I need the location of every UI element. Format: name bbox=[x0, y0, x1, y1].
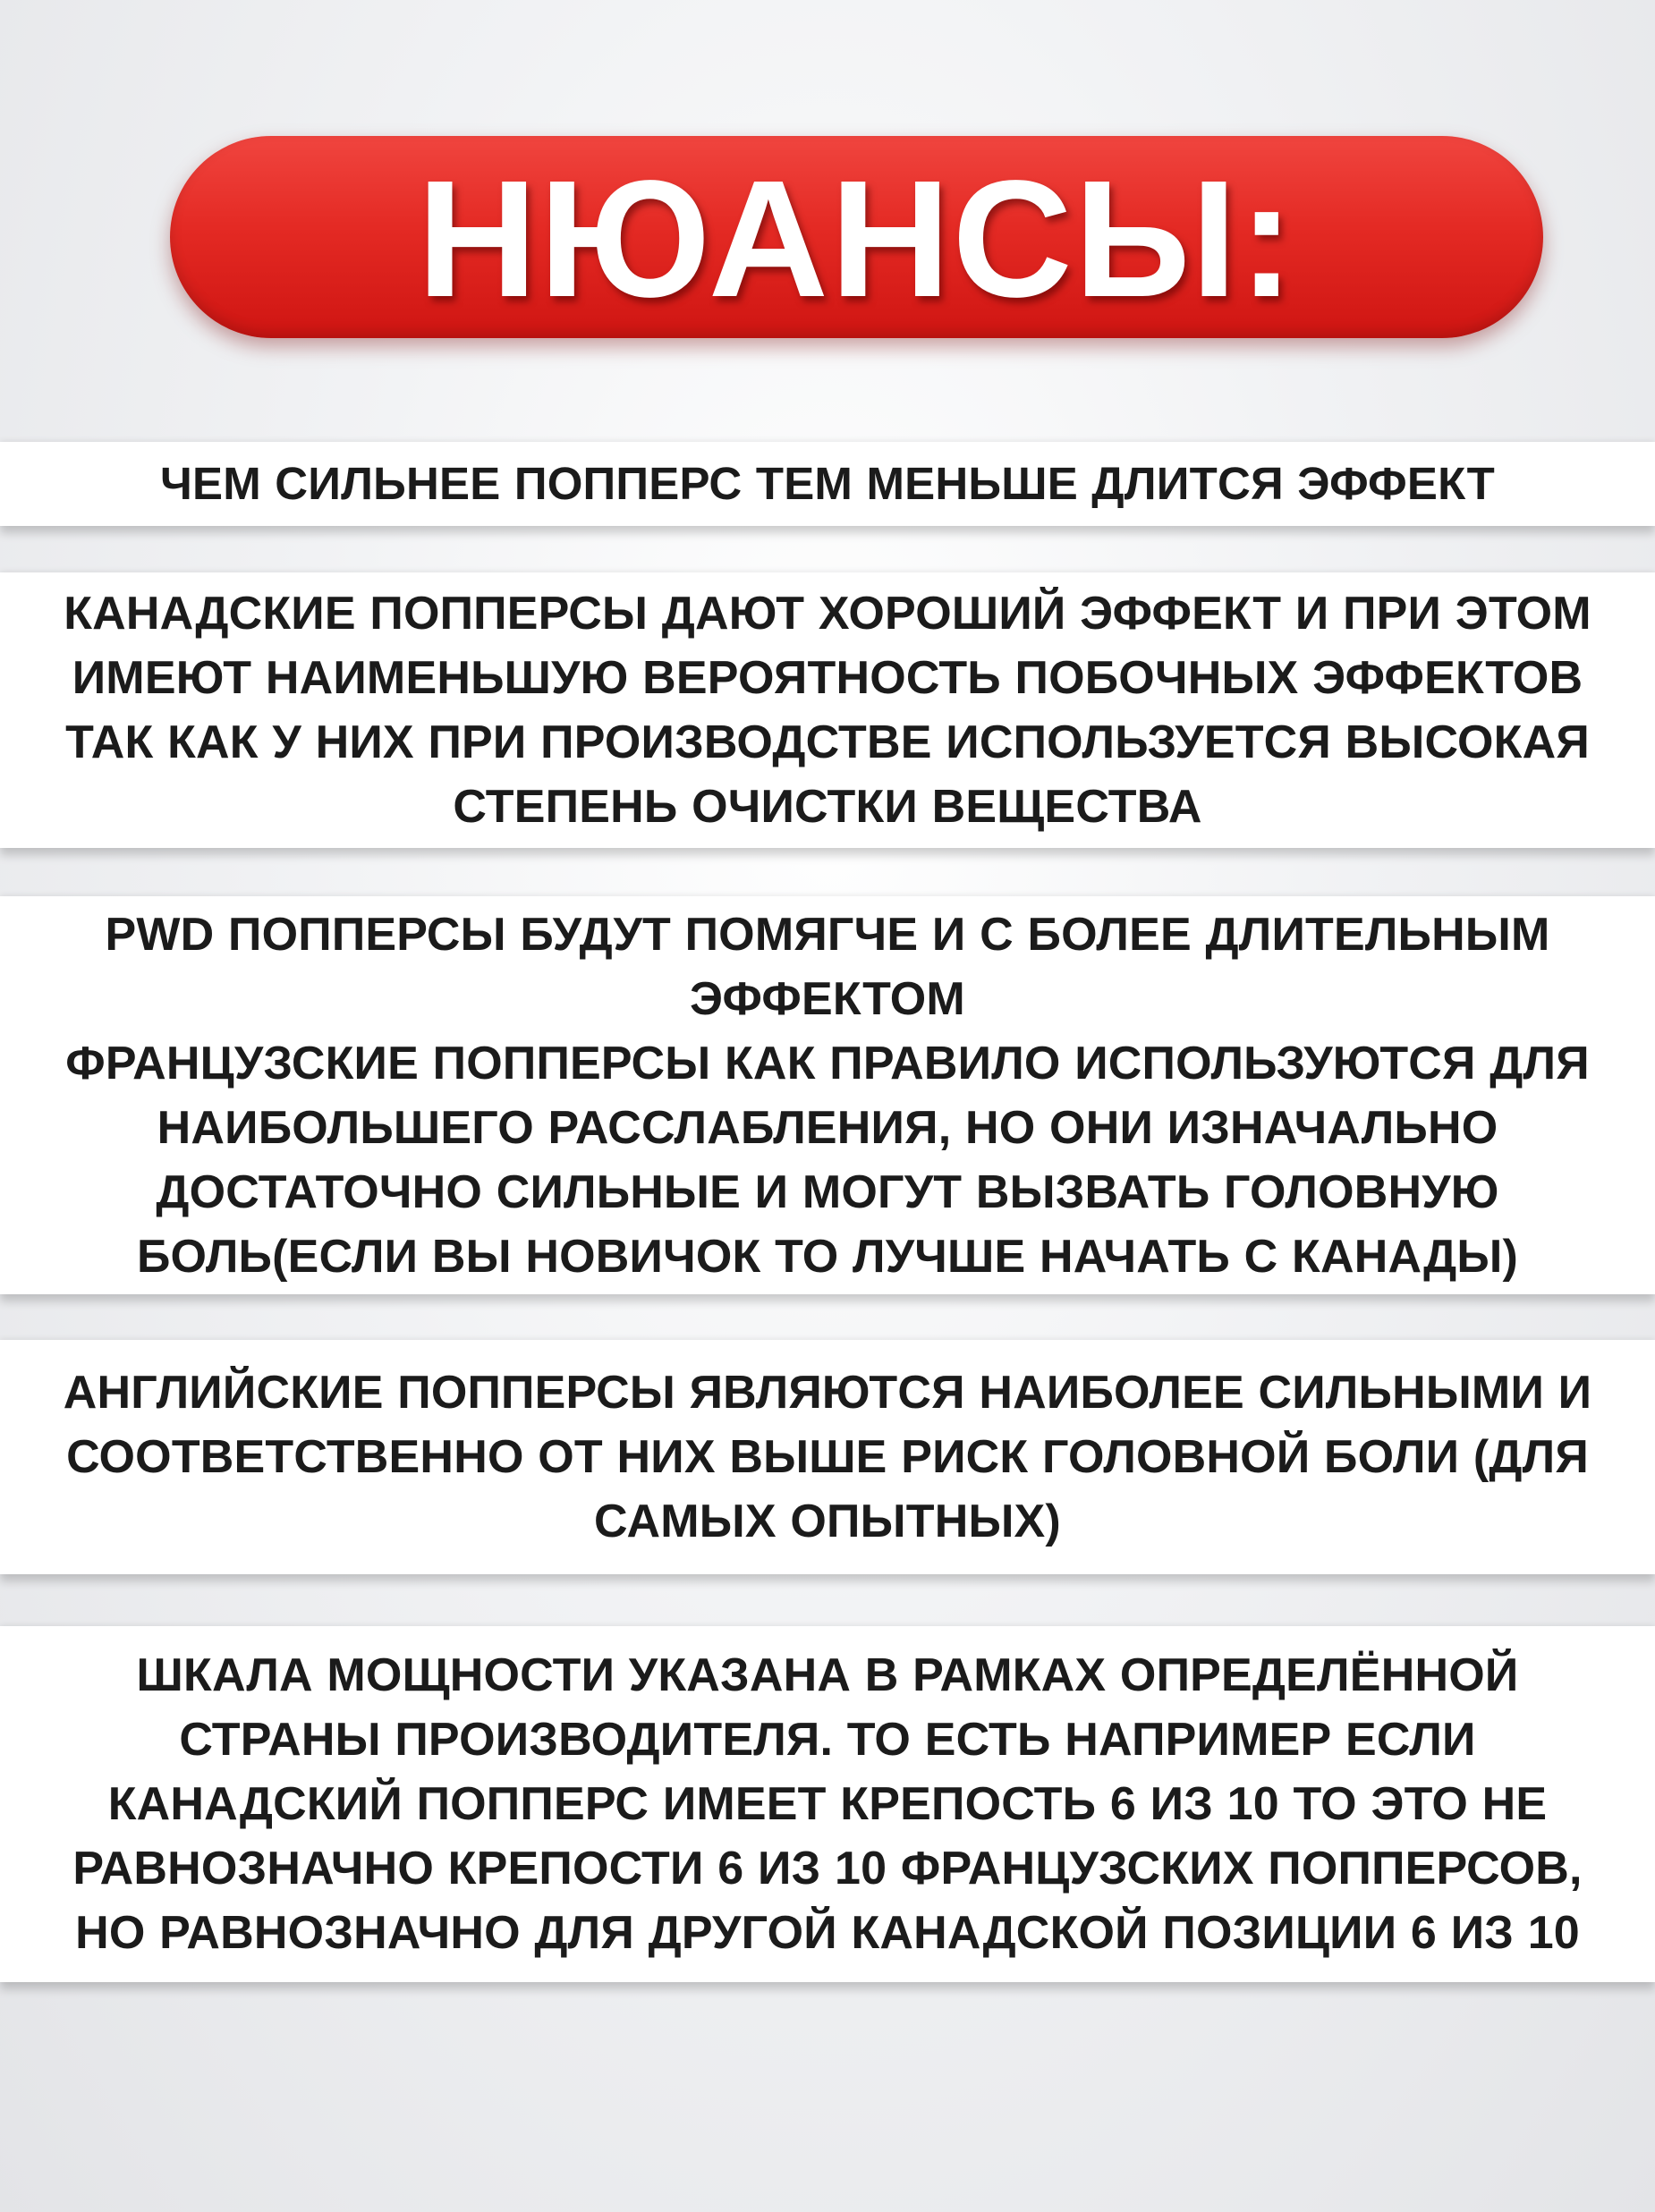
nuance-line: СООТВЕТСТВЕННО ОТ НИХ ВЫШЕ РИСК ГОЛОВНОЙ БОЛИ (ДЛЯ bbox=[66, 1431, 1589, 1483]
nuance-line: ДОСТАТОЧНО СИЛЬНЫЕ И МОГУТ ВЫЗВАТЬ ГОЛОВНУЮ bbox=[156, 1165, 1499, 1218]
nuance-line: СТЕПЕНЬ ОЧИСТКИ ВЕЩЕСТВА bbox=[453, 781, 1202, 833]
title-banner bbox=[170, 136, 1543, 338]
nuance-item-4 bbox=[0, 1340, 1655, 1574]
nuance-line: РАВНОЗНАЧНО КРЕПОСТИ 6 ИЗ 10 ФРАНЦУЗСКИХ ПОППЕРСОВ, bbox=[72, 1843, 1583, 1894]
nuance-item-2 bbox=[0, 572, 1655, 848]
nuance-line: КАНАДСКИЙ ПОППЕРС ИМЕЕТ КРЕПОСТЬ 6 ИЗ 10 ТО ЭТО НЕ bbox=[107, 1778, 1548, 1830]
nuance-line: ШКАЛА МОЩНОСТИ УКАЗАНА В РАМКАХ ОПРЕДЕЛЁННОЙ bbox=[136, 1649, 1519, 1701]
nuance-line: САМЫХ ОПЫТНЫХ) bbox=[594, 1496, 1061, 1547]
nuance-item-1-text bbox=[160, 452, 1495, 516]
nuance-line: ЭФФЕКТОМ bbox=[690, 972, 965, 1025]
nuance-item-5 bbox=[0, 1626, 1655, 1982]
page-title: НЮАНСЫ: bbox=[417, 147, 1296, 332]
nuance-item-2-text bbox=[64, 581, 1591, 839]
nuance-line: НО РАВНОЗНАЧНО ДЛЯ ДРУГОЙ КАНАДСКОЙ ПОЗИЦИИ 6 ИЗ 10 bbox=[75, 1907, 1580, 1959]
nuance-line: СТРАНЫ ПРОИЗВОДИТЕЛЯ. ТО ЕСТЬ НАПРИМЕР ЕСЛИ bbox=[179, 1714, 1476, 1766]
nuance-line: ЧЕМ СИЛЬНЕЕ ПОППЕРС ТЕМ МЕНЬШЕ ДЛИТСЯ ЭФФЕКТ bbox=[159, 458, 1496, 509]
nuance-line: ФРАНЦУЗСКИЕ ПОППЕРСЫ КАК ПРАВИЛО ИСПОЛЬЗУЮТСЯ ДЛЯ bbox=[65, 1037, 1590, 1089]
nuance-line: PWD ПОППЕРСЫ БУДУТ ПОМЯГЧЕ И С БОЛЕЕ ДЛИТЕЛЬНЫМ bbox=[105, 908, 1550, 961]
nuance-item-1 bbox=[0, 442, 1655, 526]
nuance-line: БОЛЬ(ЕСЛИ ВЫ НОВИЧОК ТО ЛУЧШЕ НАЧАТЬ С КАНАДЫ) bbox=[136, 1230, 1519, 1283]
nuance-item-5-text bbox=[72, 1643, 1582, 1965]
nuance-item-3-text bbox=[65, 903, 1590, 1289]
nuance-item-4-text bbox=[64, 1360, 1592, 1554]
nuance-item-3 bbox=[0, 896, 1655, 1294]
nuance-line: КАНАДСКИЕ ПОППЕРСЫ ДАЮТ ХОРОШИЙ ЭФФЕКТ И ПРИ ЭТОМ bbox=[64, 588, 1591, 640]
nuance-line: ТАК КАК У НИХ ПРИ ПРОИЗВОДСТВЕ ИСПОЛЬЗУЕТСЯ ВЫСОКАЯ bbox=[65, 716, 1590, 768]
nuance-line: ИМЕЮТ НАИМЕНЬШУЮ ВЕРОЯТНОСТЬ ПОБОЧНЫХ ЭФФЕКТОВ bbox=[72, 652, 1583, 704]
nuance-line: НАИБОЛЬШЕГО РАССЛАБЛЕНИЯ, НО ОНИ ИЗНАЧАЛЬНО bbox=[157, 1101, 1498, 1154]
nuance-line: АНГЛИЙСКИЕ ПОППЕРСЫ ЯВЛЯЮТСЯ НАИБОЛЕЕ СИЛЬНЫМИ И bbox=[63, 1367, 1592, 1419]
